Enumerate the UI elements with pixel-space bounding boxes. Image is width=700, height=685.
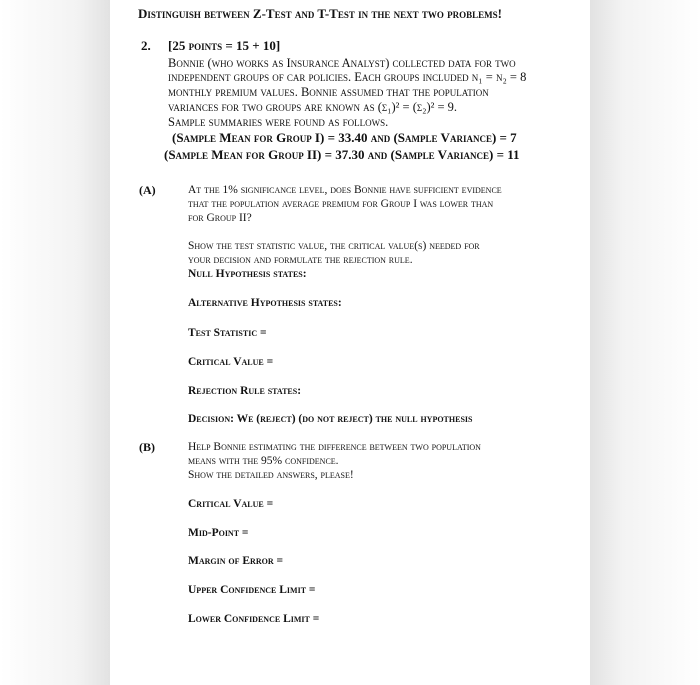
lower-confidence-limit-label: Lower Confidence Limit = xyxy=(188,613,320,625)
part-b-question-line: Show the detailed answers, please! xyxy=(188,469,354,481)
part-b-label: (B) xyxy=(139,440,155,454)
intro-line: Sample summaries were found as follows. xyxy=(168,115,389,129)
summary-group-2: (Sample Mean for Group II) = 37.30 and (Sample Variance) = 11 xyxy=(164,147,520,162)
problem-number: 2. xyxy=(141,38,151,53)
part-a-label: (A) xyxy=(139,183,156,197)
upper-confidence-limit-label: Upper Confidence Limit = xyxy=(188,584,316,596)
part-a-instruction-line: Show the test statistic value, the critical value(s) needed for xyxy=(188,240,480,252)
left-margin xyxy=(0,0,110,685)
margin-of-error-label: Margin of Error = xyxy=(188,555,284,567)
part-a-instruction-line: your decision and formulate the rejection rule. xyxy=(188,254,413,266)
decision-label: Decision: We (reject) (do not reject) the null hypothesis xyxy=(188,413,473,425)
part-b-question-line: Help Bonnie estimating the difference between two population xyxy=(188,441,481,453)
right-margin xyxy=(590,0,700,685)
test-statistic-label: Test Statistic = xyxy=(188,327,267,339)
summary-group-1: (Sample Mean for Group I) = 33.40 and (Sample Variance) = 7 xyxy=(172,130,517,145)
null-hypothesis-label: Null Hypothesis states: xyxy=(188,268,307,280)
intro-line: variances for two groups are known as (σ₁)² = (σ₂)² = 9. xyxy=(168,100,458,114)
critical-value-label-b: Critical Value = xyxy=(188,498,274,510)
intro-line: monthly premium values. Bonnie assumed that the population xyxy=(168,85,489,99)
part-a-question-line: that the population average premium for Group I was lower than xyxy=(188,198,494,210)
page-title: Distinguish between Z-Test and T-Test in the next two problems! xyxy=(138,6,502,21)
problem-points: [25 points = 15 + 10] xyxy=(168,38,281,53)
alternative-hypothesis-label: Alternative Hypothesis states: xyxy=(188,297,342,309)
intro-line: Bonnie (who works as Insurance Analyst) collected data for two xyxy=(168,56,516,70)
rejection-rule-label: Rejection Rule states: xyxy=(188,385,302,397)
mid-point-label: Mid-Point = xyxy=(188,527,249,539)
part-a-question-line: At the 1% significance level, does Bonnie have sufficient evidence xyxy=(188,184,502,196)
critical-value-label-a: Critical Value = xyxy=(188,356,274,368)
part-b-question-line: means with the 95% confidence. xyxy=(188,455,339,467)
part-a-question-line: for Group II? xyxy=(188,212,252,224)
intro-line: independent groups of car policies. Each groups included n₁ = n₂ = 8 xyxy=(168,70,527,84)
